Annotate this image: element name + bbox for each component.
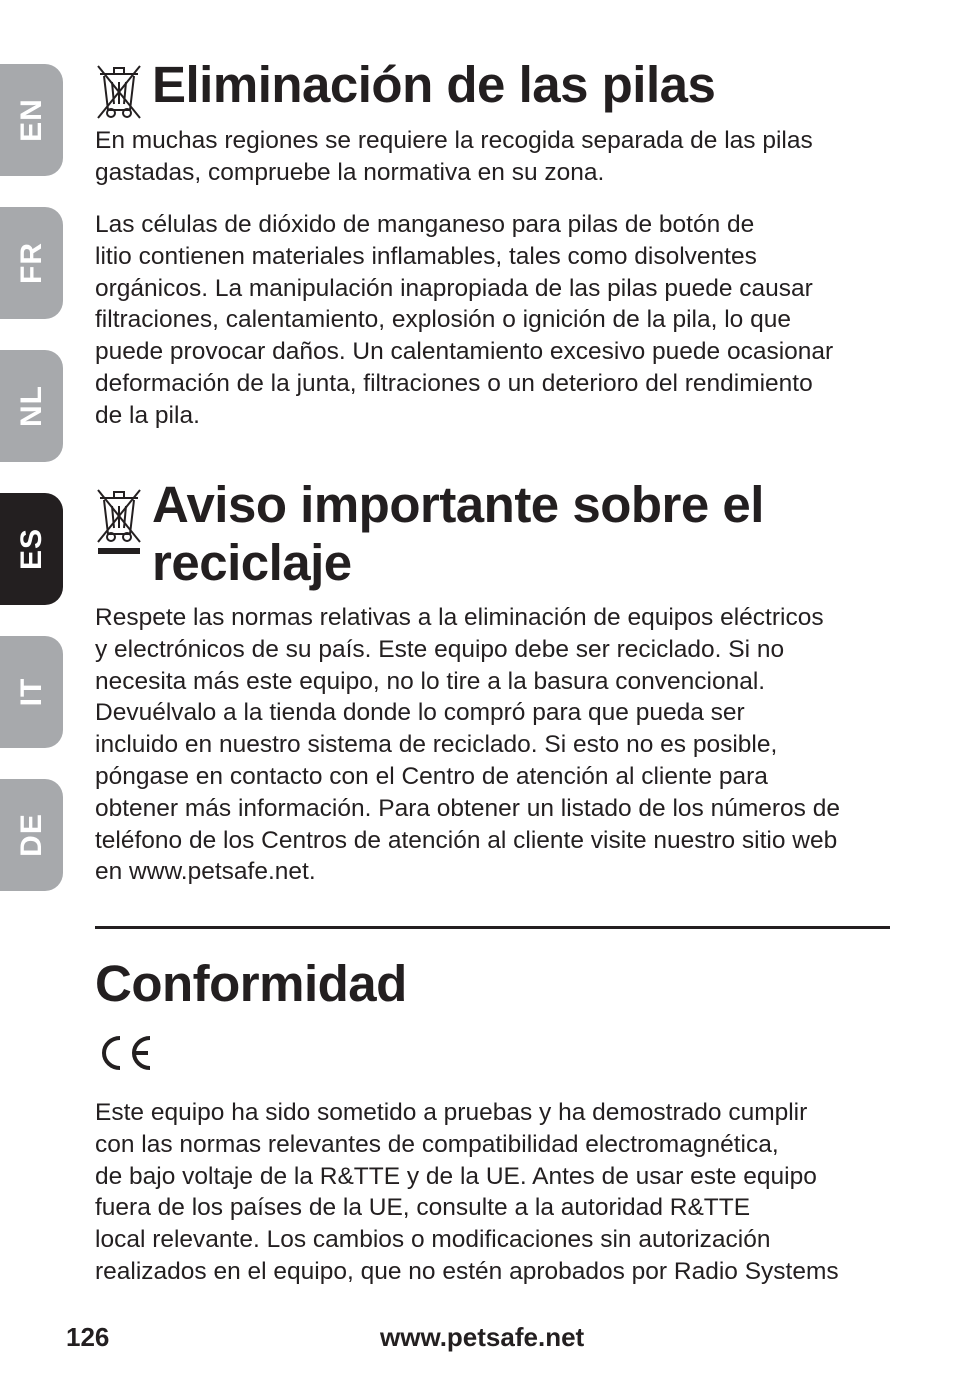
tab-label: IT — [14, 677, 48, 707]
conformity-heading: Conformidad — [95, 955, 407, 1012]
weee-bin-icon — [94, 486, 146, 558]
batteries-paragraph-1: En muchas regiones se requiere la recogida separada de las pilas gastadas, compruebe la normativa en su zona. — [95, 127, 813, 186]
language-tab-nl[interactable] — [0, 350, 63, 462]
tab-label: EN — [14, 98, 48, 142]
tab-label: DE — [14, 813, 48, 857]
language-tab-it[interactable] — [0, 636, 63, 748]
batteries-heading: Eliminación de las pilas — [152, 56, 716, 113]
language-tab-de[interactable] — [0, 779, 63, 891]
footer-url[interactable]: www.petsafe.net — [380, 1322, 585, 1352]
language-tab-fr[interactable] — [0, 207, 63, 319]
section-divider — [95, 926, 890, 929]
tab-label: FR — [14, 242, 48, 284]
page-number: 126 — [66, 1322, 110, 1352]
ce-mark-icon — [96, 1034, 154, 1072]
recycling-paragraph: Respete las normas relativas a la eliminación de equipos eléctricos y electrónicos de su país. Este equipo debe ser reciclado. Si no necesita más este equipo, no lo tire a la basura convencional. Devuélvalo a la tienda donde lo compró para que pueda ser incluido en nuestro sistema de reciclado. Si esto no es posible, póngase en contacto con el Centro de atención al cliente para obtener más información. Para obtener un listado de los números de teléfono de los Centros de atención al cliente visite nuestro sitio web en www.petsafe.net. — [95, 604, 840, 886]
language-tab-en[interactable] — [0, 64, 63, 176]
tab-label: ES — [14, 527, 48, 571]
crossed-bin-icon — [94, 62, 146, 120]
batteries-paragraph-2: Las células de dióxido de manganeso para pilas de botón de litio contienen materiales inflamables, tales como disolventes orgánicos. La manipulación inapropiada de las pilas puede causar filtraciones, calentamiento, explosión o ignición de la pila, lo que puede provocar daños. Un calentamiento excesivo puede ocasionar deformación de la junta, filtraciones o un deterioro del rendimiento de la pila. — [95, 211, 834, 429]
tab-label: NL — [14, 385, 48, 427]
recycling-heading: Aviso importante sobre el reciclaje — [152, 476, 764, 591]
language-tab-es[interactable] — [0, 493, 63, 605]
conformity-paragraph: Este equipo ha sido sometido a pruebas y ha demostrado cumplir con las normas relevantes de compatibilidad electromagnética, de bajo voltaje de la R&TTE y de la UE. Antes de usar este equipo fuera de los países de la UE, consulte a la autoridad R&TTE local relevante. Los cambios o modificaciones sin autorización realizados en el equipo, que no estén aprobados por Radio Systems — [95, 1099, 839, 1285]
